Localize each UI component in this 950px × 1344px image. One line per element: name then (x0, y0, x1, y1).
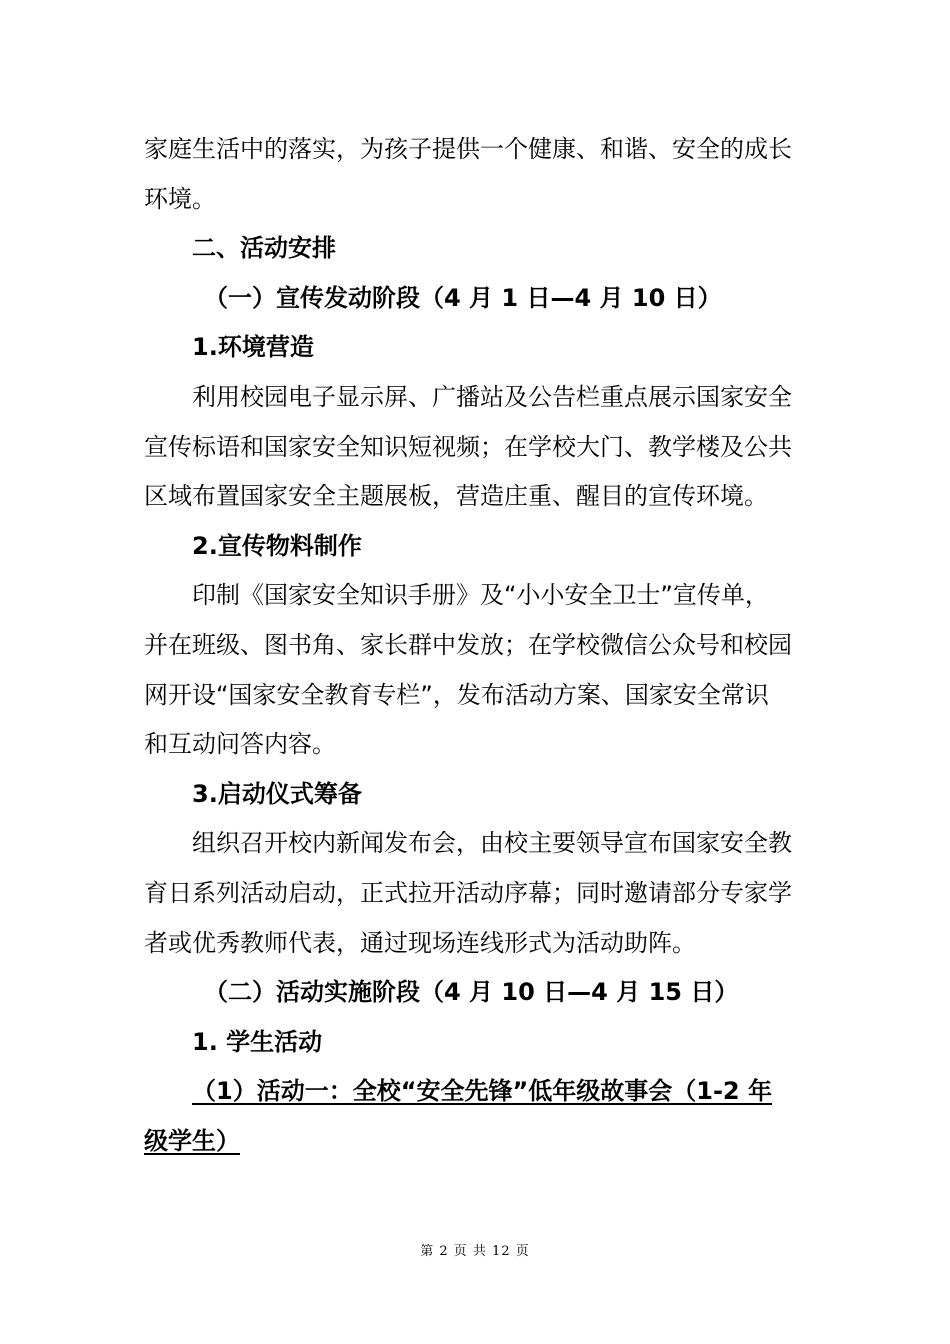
page-footer: 第 2 页 共 12 页 (420, 1244, 530, 1259)
paragraph-line: 区域布置国家安全主题展板，营造庄重、醒目的宣传环境。 (144, 482, 768, 511)
document-body (144, 125, 809, 1166)
paragraph-line: 家庭生活中的落实，为孩子提供一个健康、和谐、安全的成长 (144, 135, 792, 163)
paragraph-line: 印制《国家安全知识手册》及“小小安全卫士”宣传单， (192, 581, 769, 610)
paragraph-line: 宣传标语和国家安全知识短视频；在学校大门、教学楼及公共 (144, 432, 792, 461)
activity-heading: （1）活动一：全校“安全先锋”低年级故事会（1-2 年 (192, 1077, 772, 1106)
paragraph-line: 网开设“国家安全教育专栏”，发布活动方案、国家安全常识 (144, 680, 769, 709)
activity-heading: 级学生） (144, 1126, 240, 1155)
paragraph-line: 并在班级、图书角、家长群中发放；在学校微信公众号和校园 (144, 630, 792, 659)
paragraph-line: 利用校园电子显示屏、广播站及公告栏重点展示国家安全 (192, 382, 792, 411)
phase-heading: （二）活动实施阶段（4 月 10 日—4 月 15 日） (204, 978, 739, 1007)
paragraph-line: 和互动问答内容。 (144, 730, 336, 759)
item-heading: 3.启动仪式筹备 (192, 779, 362, 808)
paragraph-line: 者或优秀教师代表，通过现场连线形式为活动助阵。 (144, 928, 696, 957)
item-heading: 1. 学生活动 (192, 1027, 323, 1056)
paragraph-line: 组织召开校内新闻发布会，由校主要领导宣布国家安全教 (192, 829, 792, 858)
item-heading: 1.环境营造 (192, 333, 314, 362)
item-heading: 2.宣传物料制作 (192, 531, 362, 560)
paragraph-line: 育日系列活动启动，正式拉开活动序幕；同时邀请部分专家学 (144, 878, 792, 907)
paragraph-line: 环境。 (144, 184, 216, 213)
phase-heading: （一）宣传发动阶段（4 月 1 日—4 月 10 日） (204, 283, 722, 312)
section-heading: 二、活动安排 (192, 234, 336, 263)
